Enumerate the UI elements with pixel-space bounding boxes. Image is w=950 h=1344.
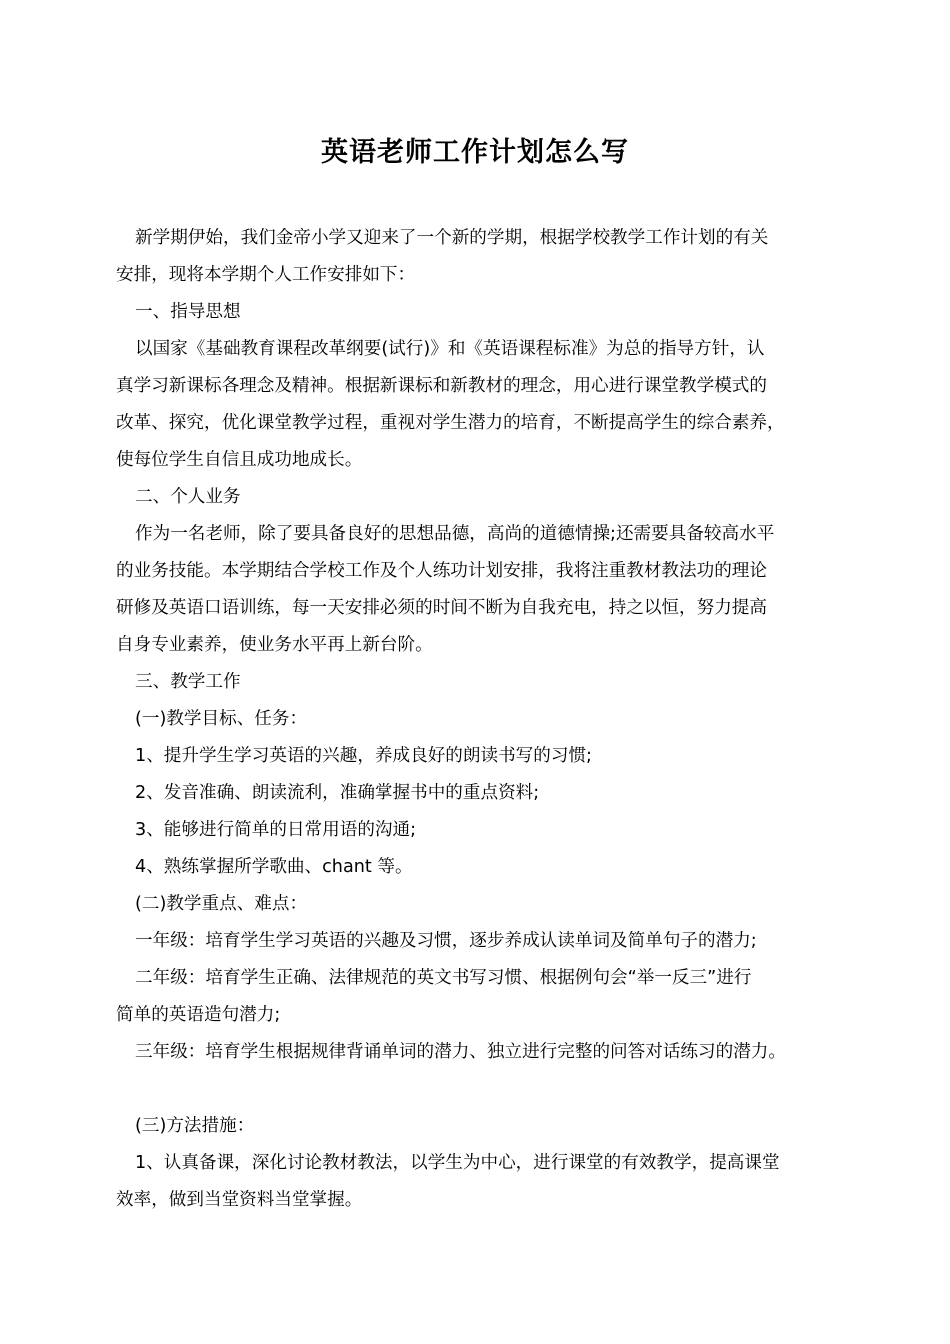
section-heading-guiding: 一、指导思想 — [135, 302, 241, 322]
personal-line: 自身专业素养，使业务水平再上新台阶。 — [116, 635, 433, 655]
document-title: 英语老师工作计划怎么写 — [321, 137, 629, 168]
personal-line: 作为一名老师，除了要具备良好的思想品德，高尚的道德情操;还需要具备较高水平 — [135, 524, 775, 544]
guiding-line: 改革、探究，优化课堂教学过程，重视对学生潜力的培育，不断提高学生的综合素养， — [116, 413, 785, 433]
goal-item: 1、提升学生学习英语的兴趣，养成良好的朗读书写的习惯; — [135, 746, 592, 766]
section-heading-teaching: 三、教学工作 — [135, 672, 241, 692]
personal-line: 研修及英语口语训练，每一天安排必须的时间不断为自我充电，持之以恒，努力提高 — [116, 598, 767, 618]
intro-paragraph — [116, 220, 836, 294]
section-heading-personal: 二、个人业务 — [135, 487, 241, 507]
guiding-line: 真学习新课标各理念及精神。根据新课标和新教材的理念，用心进行课堂教学模式的 — [116, 376, 767, 396]
personal-paragraph — [116, 516, 836, 664]
document-body — [116, 220, 836, 1219]
grade-item: 三年级：培育学生根据规律背诵单词的潜力、独立进行完整的问答对话练习的潜力。 — [135, 1042, 786, 1062]
grade-line: 二年级：培育学生正确、法律规范的英文书写习惯、根据例句会“举一反三”进行 — [135, 968, 752, 988]
subsection-heading-goals: (一)教学目标、任务： — [135, 709, 308, 729]
subsection-heading-focus: (二)教学重点、难点： — [135, 894, 308, 914]
method-item — [116, 1145, 836, 1219]
intro-line: 安排，现将本学期个人工作安排如下： — [116, 265, 416, 285]
goal-item: 2、发音准确、朗读流利，准确掌握书中的重点资料; — [135, 783, 540, 803]
guiding-line: 以国家《基础教育课程改革纲要(试行)》和《英语课程标准》为总的指导方针，认 — [135, 339, 765, 359]
intro-line: 新学期伊始，我们金帝小学又迎来了一个新的学期，根据学校教学工作计划的有关 — [135, 228, 769, 248]
guiding-paragraph — [116, 331, 836, 479]
method-line: 效率，做到当堂资料当堂掌握。 — [116, 1190, 363, 1210]
method-line: 1、认真备课，深化讨论教材教法，以学生为中心，进行课堂的有效教学，提高课堂 — [135, 1153, 780, 1173]
goal-item: 3、能够进行简单的日常用语的沟通; — [135, 820, 417, 840]
grade-line: 简单的英语造句潜力; — [116, 1005, 281, 1025]
grade-item: 一年级：培育学生学习英语的兴趣及习惯，逐步养成认读单词及简单句子的潜力; — [135, 931, 757, 951]
personal-line: 的业务技能。本学期结合学校工作及个人练功计划安排，我将注重教材教法功的理论 — [116, 561, 767, 581]
guiding-line: 使每位学生自信且成功地成长。 — [116, 450, 363, 470]
blank-line — [116, 1071, 836, 1108]
subsection-heading-methods: (三)方法措施： — [135, 1116, 255, 1136]
grade-item — [116, 960, 836, 1034]
goal-item: 4、熟练掌握所学歌曲、chant 等。 — [135, 857, 413, 877]
